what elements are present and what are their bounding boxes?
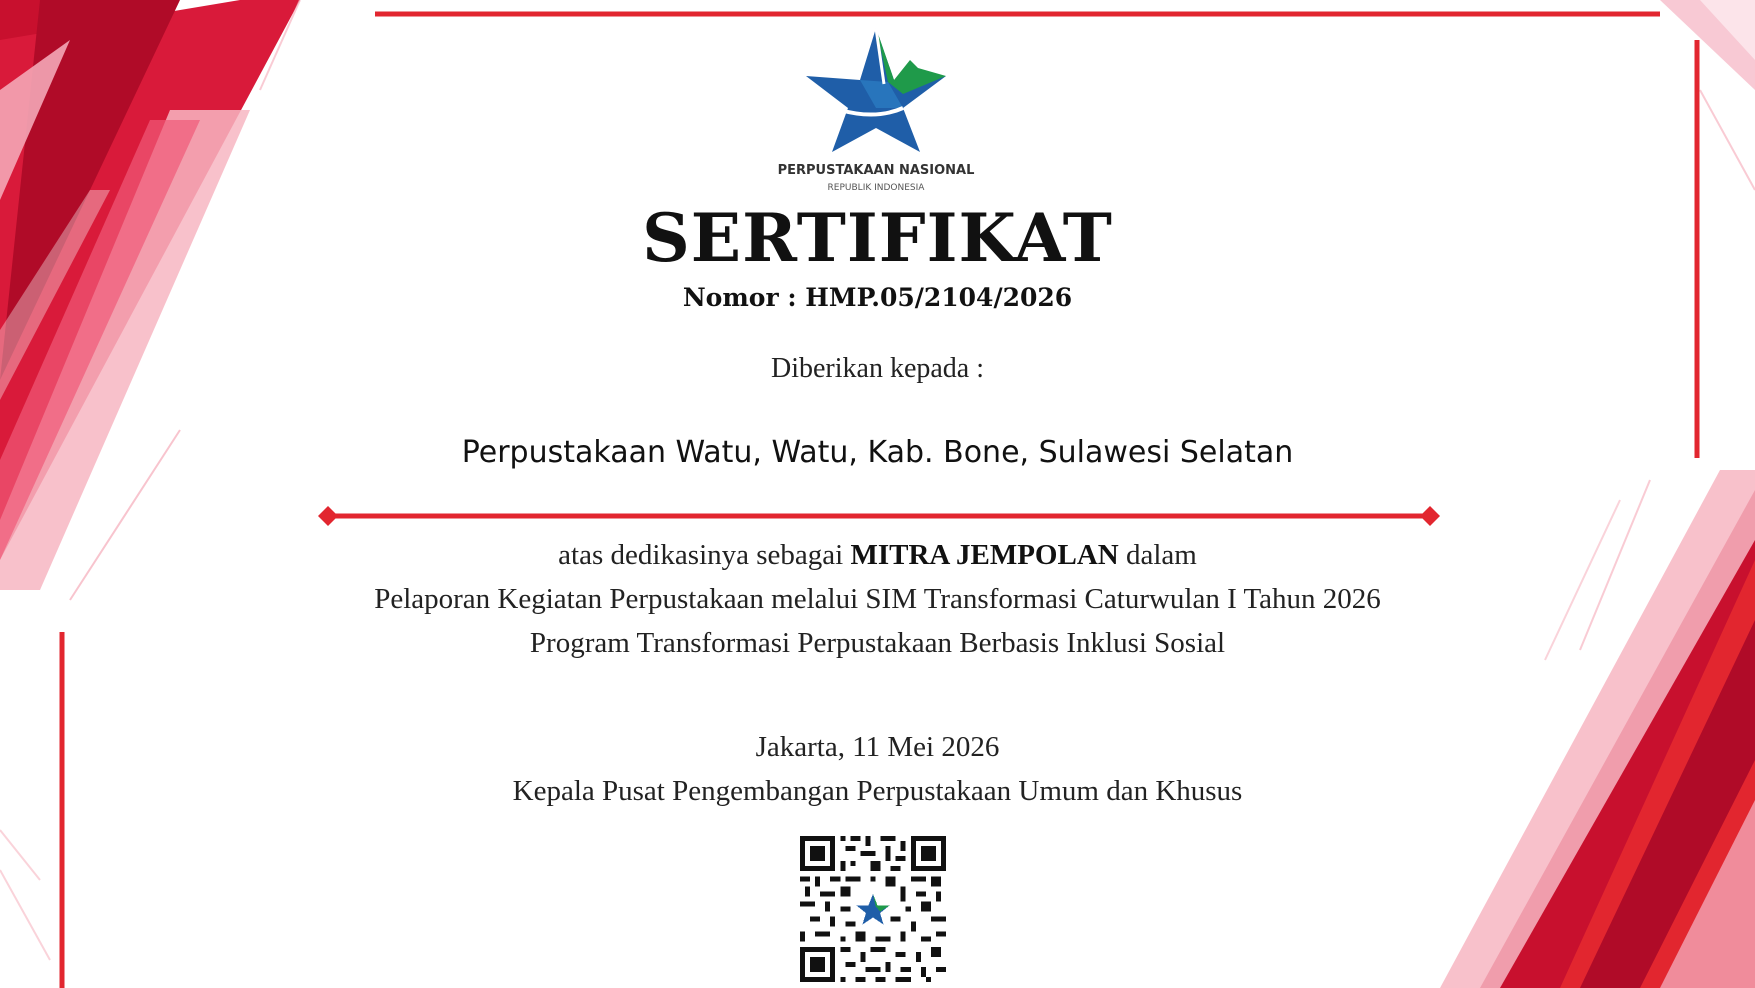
recipient-name: Perpustakaan Watu, Watu, Kab. Bone, Sulawesi Selatan xyxy=(461,435,1294,470)
body-line-2: Pelaporan Kegiatan Perpustakaan melalui SIM Transformasi Caturwulan I Tahun 2026 xyxy=(374,583,1381,615)
certificate-number: Nomor : HMP.05/2104/2026 xyxy=(682,283,1073,312)
signatory-position: Kepala Pusat Pengembangan Perpustakaan Umum dan Khusus xyxy=(512,775,1243,807)
logo-subtitle: REPUBLIK INDONESIA xyxy=(827,183,925,193)
body-line-1-prefix: atas dedikasinya sebagai xyxy=(558,539,851,571)
place-date: Jakarta, 11 Mei 2026 xyxy=(755,731,1000,763)
logo-name: PERPUSTAKAAN NASIONAL xyxy=(777,163,975,178)
body-line-3: Program Transformasi Perpustakaan Berbasis Inklusi Sosial xyxy=(529,627,1226,659)
body-line-1-suffix: dalam xyxy=(1118,539,1197,571)
certificate-title: SERTIFIKAT xyxy=(642,199,1113,277)
body-line-1 xyxy=(0,536,1755,574)
divider-line xyxy=(318,505,1440,527)
given-to-label: Diberikan kepada : xyxy=(770,353,985,384)
partner-title: MITRA JEMPOLAN xyxy=(850,539,1119,571)
perpusnas-logo xyxy=(760,24,992,200)
qr-code-icon xyxy=(800,836,946,982)
